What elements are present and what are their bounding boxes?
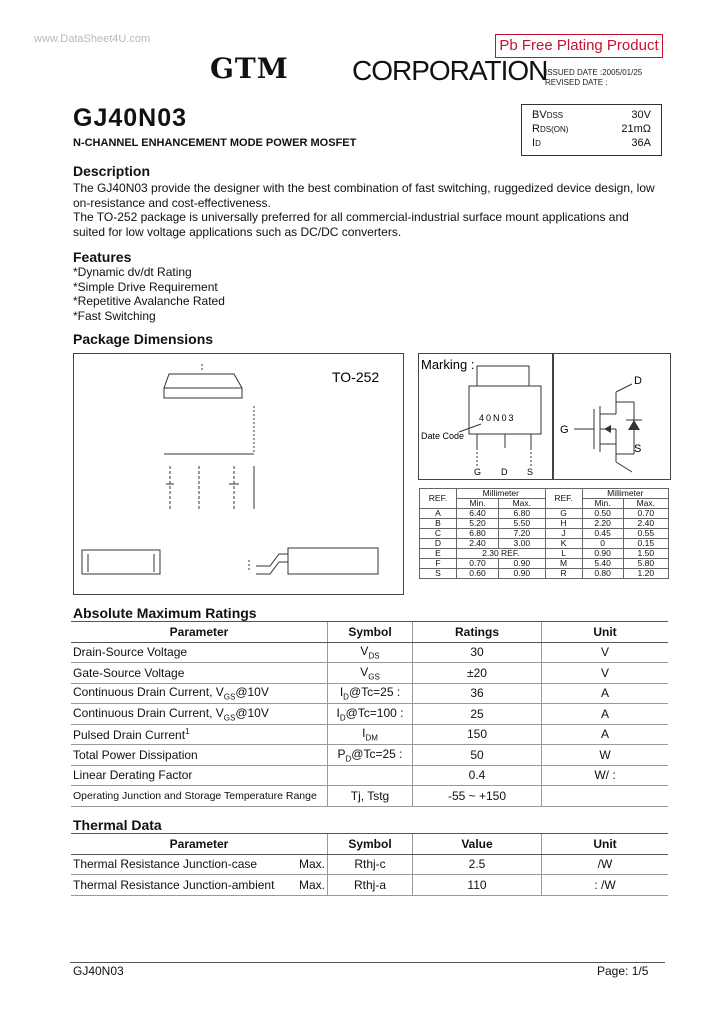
spec-row xyxy=(532,109,651,123)
dim-cell: E xyxy=(420,549,457,559)
date-code-label: Date Code xyxy=(421,431,465,441)
abs-max-row xyxy=(71,745,668,766)
unit-cell: V xyxy=(542,663,669,684)
dim-cell: S xyxy=(420,569,457,579)
feature-item: *Dynamic dv/dt Rating xyxy=(73,265,192,279)
dim-cell: 2.30 REF. xyxy=(457,549,546,559)
abs-max-table xyxy=(71,621,668,807)
param-cell: Total Power Dissipation xyxy=(71,745,328,766)
symbol-cell: $V_{GS}$ xyxy=(328,663,413,684)
dim-cell: 0.90 xyxy=(499,569,546,579)
dim-min-header: Min. xyxy=(457,499,499,509)
channel-arrow-icon xyxy=(604,425,611,433)
symbol-cell: $V_{DS}$ xyxy=(328,642,413,663)
dim-cell: J xyxy=(545,529,582,539)
unit-cell: W xyxy=(542,745,669,766)
marking-label: Marking : xyxy=(421,357,475,372)
spec-value: 21mΩ xyxy=(621,123,651,135)
dim-cell: 0.50 xyxy=(582,509,623,519)
mosfet-symbol-icon xyxy=(554,354,670,479)
dim-cell: 7.20 xyxy=(499,529,546,539)
unit-cell: A xyxy=(542,724,669,745)
dim-cell: R xyxy=(545,569,582,579)
param-cell: Gate-Source Voltage xyxy=(71,663,328,684)
symbol-cell: $I_{DM}$ xyxy=(328,724,413,745)
dim-cell: 0.90 xyxy=(499,559,546,569)
dim-cell: 6.40 xyxy=(457,509,499,519)
unit-cell: : /W xyxy=(542,875,669,896)
param-cell: Linear Derating Factor xyxy=(71,765,328,786)
param-cell: Operating Junction and Storage Temperature Range xyxy=(71,786,328,807)
dim-cell: 0.45 xyxy=(582,529,623,539)
footer-page-number: Page: 1/5 xyxy=(597,964,649,978)
spec-row xyxy=(532,137,651,151)
feature-item: *Fast Switching xyxy=(73,308,156,323)
dim-cell: 5.40 xyxy=(582,559,623,569)
dim-cell: 0.90 xyxy=(582,549,623,559)
symbol-cell: Rthj-c xyxy=(328,854,413,875)
spec-value: 36A xyxy=(631,137,651,149)
thermal-header-row xyxy=(71,834,668,855)
col-header: Unit xyxy=(542,622,669,643)
package-drawing xyxy=(73,353,404,595)
dim-cell: 3.00 xyxy=(499,539,546,549)
thermal-heading: Thermal Data xyxy=(73,817,162,833)
param-cell: Continuous Drain Current, $V_{GS}@10V$ xyxy=(71,704,328,725)
marking-box xyxy=(418,353,553,480)
dim-cell: H xyxy=(545,519,582,529)
abs-max-heading: Absolute Maximum Ratings xyxy=(73,605,257,621)
dim-cell: 0.15 xyxy=(623,539,668,549)
spec-label: RDS(ON) xyxy=(532,123,569,135)
issue-dates xyxy=(545,68,642,88)
rating-cell: 50 xyxy=(413,745,542,766)
symbol-cell: Tj, Tstg xyxy=(328,786,413,807)
dim-ref-header: REF. xyxy=(545,489,582,509)
diode-icon xyxy=(628,420,640,430)
description-line: The TO-252 package is universally preferred for all commercial-industrial surface mount applications and xyxy=(73,210,629,224)
dim-min-header: Min. xyxy=(582,499,623,509)
abs-max-row xyxy=(71,724,668,745)
features-heading: Features xyxy=(73,249,132,265)
symbol-cell: $I_D@Tc=25$ : xyxy=(328,683,413,704)
pin-label-s: S xyxy=(527,467,534,477)
thermal-row xyxy=(71,854,668,875)
dim-cell: 6.80 xyxy=(499,509,546,519)
col-header: Symbol xyxy=(328,834,413,855)
dim-cell: F xyxy=(420,559,457,569)
part-number: GJ40N03 xyxy=(73,104,188,132)
pin-label-d: D xyxy=(501,467,508,477)
package-heading: Package Dimensions xyxy=(73,331,214,347)
thermal-table xyxy=(71,833,668,896)
symbol-cell xyxy=(328,765,413,786)
footer-part-number: GJ40N03 xyxy=(73,964,124,978)
thermal-row xyxy=(71,875,668,896)
param-cell: Thermal Resistance Junction-case Max. xyxy=(71,854,328,875)
brand-logo: GTM xyxy=(210,52,289,85)
dim-cell: G xyxy=(545,509,582,519)
watermark: www.DataSheet4U.com xyxy=(34,33,151,45)
drain-label: D xyxy=(634,375,642,387)
abs-max-row xyxy=(71,663,668,684)
rating-cell: ±20 xyxy=(413,663,542,684)
dim-cell: A xyxy=(420,509,457,519)
feature-item: *Simple Drive Requirement xyxy=(73,279,218,294)
mosfet-symbol-box xyxy=(553,353,671,480)
source-label: S xyxy=(634,443,642,455)
package-outline-drawing xyxy=(74,354,403,594)
unit-cell: A xyxy=(542,704,669,725)
dim-cell: M xyxy=(545,559,582,569)
spec-value: 30V xyxy=(631,109,651,121)
value-cell: 2.5 xyxy=(413,854,542,875)
symbol-cell: $I_D@Tc=100$ : xyxy=(328,704,413,725)
revised-date: REVISED DATE : xyxy=(545,78,608,87)
dim-cell: 6.80 xyxy=(457,529,499,539)
dim-max-header: Max. xyxy=(499,499,546,509)
dim-cell: 5.50 xyxy=(499,519,546,529)
dim-row xyxy=(420,509,669,519)
dim-header-row xyxy=(420,489,669,499)
param-cell: Thermal Resistance Junction-ambient Max. xyxy=(71,875,328,896)
dim-row xyxy=(420,529,669,539)
dim-cell: 2.40 xyxy=(457,539,499,549)
abs-max-row xyxy=(71,642,668,663)
spec-label: ID xyxy=(532,137,541,149)
dim-max-header: Max. xyxy=(623,499,668,509)
dim-cell: C xyxy=(420,529,457,539)
dim-row xyxy=(420,549,669,559)
rating-cell: 36 xyxy=(413,683,542,704)
unit-cell: A xyxy=(542,683,669,704)
col-header: Ratings xyxy=(413,622,542,643)
unit-cell xyxy=(542,786,669,807)
symbol-cell: Rthj-a xyxy=(328,875,413,896)
dim-row xyxy=(420,569,669,579)
dim-row xyxy=(420,519,669,529)
abs-max-row xyxy=(71,765,668,786)
features-list xyxy=(73,265,225,323)
description-heading: Description xyxy=(73,163,151,179)
dim-cell: 0.80 xyxy=(582,569,623,579)
dim-cell: 0.60 xyxy=(457,569,499,579)
part-subtitle: N-CHANNEL ENHANCEMENT MODE POWER MOSFET xyxy=(73,137,357,149)
issued-date: ISSUED DATE :2005/01/25 xyxy=(545,68,643,77)
dimensions-table xyxy=(419,488,669,579)
package-type: TO-252 xyxy=(332,369,380,385)
dim-cell: 0 xyxy=(582,539,623,549)
dim-ref-header: REF. xyxy=(420,489,457,509)
value-cell: 110 xyxy=(413,875,542,896)
col-header: Unit xyxy=(542,834,669,855)
param-cell: Continuous Drain Current, $V_{GS}@10V$ xyxy=(71,683,328,704)
corporation-title: CORPORATION xyxy=(352,55,548,86)
unit-cell: /W xyxy=(542,854,669,875)
dim-cell: 0.55 xyxy=(623,529,668,539)
dim-cell: 5.80 xyxy=(623,559,668,569)
description-text xyxy=(73,181,668,239)
dim-header-row xyxy=(420,499,669,509)
dim-cell: 1.20 xyxy=(623,569,668,579)
description-line: The GJ40N03 provide the designer with the best combination of fast switching, ruggedized device design, low xyxy=(73,181,655,195)
abs-max-row xyxy=(71,786,668,807)
param-cell: Pulsed Drain Current$^1$ xyxy=(71,724,328,745)
abs-max-row xyxy=(71,683,668,704)
marking-code: 40N03 xyxy=(479,413,516,423)
footer-divider xyxy=(70,962,665,963)
col-header: Symbol xyxy=(328,622,413,643)
rating-cell: -55 ~ +150 xyxy=(413,786,542,807)
spec-label: BVDSS xyxy=(532,109,564,121)
symbol-cell: $P_D@Tc=25$ : xyxy=(328,745,413,766)
dim-cell: 5.20 xyxy=(457,519,499,529)
param-cell: Drain-Source Voltage xyxy=(71,642,328,663)
col-header: Parameter xyxy=(71,834,328,855)
dim-row xyxy=(420,559,669,569)
spec-row xyxy=(532,123,651,137)
pin-label-g: G xyxy=(474,467,482,477)
abs-max-row xyxy=(71,704,668,725)
rating-cell: 150 xyxy=(413,724,542,745)
dim-row xyxy=(420,539,669,549)
abs-max-header-row xyxy=(71,622,668,643)
dim-unit-header: Millimeter xyxy=(582,489,668,499)
rating-cell: 30 xyxy=(413,642,542,663)
gate-label: G xyxy=(560,424,569,436)
dim-cell: 2.20 xyxy=(582,519,623,529)
description-line: suited for low voltage applications such as DC/DC converters. xyxy=(73,224,402,239)
dim-cell: 2.40 xyxy=(623,519,668,529)
unit-cell: V xyxy=(542,642,669,663)
feature-item: *Repetitive Avalanche Rated xyxy=(73,294,225,308)
dim-cell: B xyxy=(420,519,457,529)
marking-drawing xyxy=(419,354,552,479)
rating-cell: 0.4 xyxy=(413,765,542,786)
unit-cell: W/ : xyxy=(542,765,669,786)
dim-unit-header: Millimeter xyxy=(457,489,546,499)
spec-box xyxy=(521,104,662,156)
col-header: Parameter xyxy=(71,622,328,643)
dim-cell: 1.50 xyxy=(623,549,668,559)
dim-cell: 0.70 xyxy=(623,509,668,519)
rating-cell: 25 xyxy=(413,704,542,725)
description-line: on-resistance and cost-effectiveness. xyxy=(73,195,271,210)
dim-cell: D xyxy=(420,539,457,549)
pb-free-badge: Pb Free Plating Product xyxy=(495,34,663,58)
dim-cell: 0.70 xyxy=(457,559,499,569)
col-header: Value xyxy=(413,834,542,855)
dim-cell: K xyxy=(545,539,582,549)
dim-cell: L xyxy=(545,549,582,559)
